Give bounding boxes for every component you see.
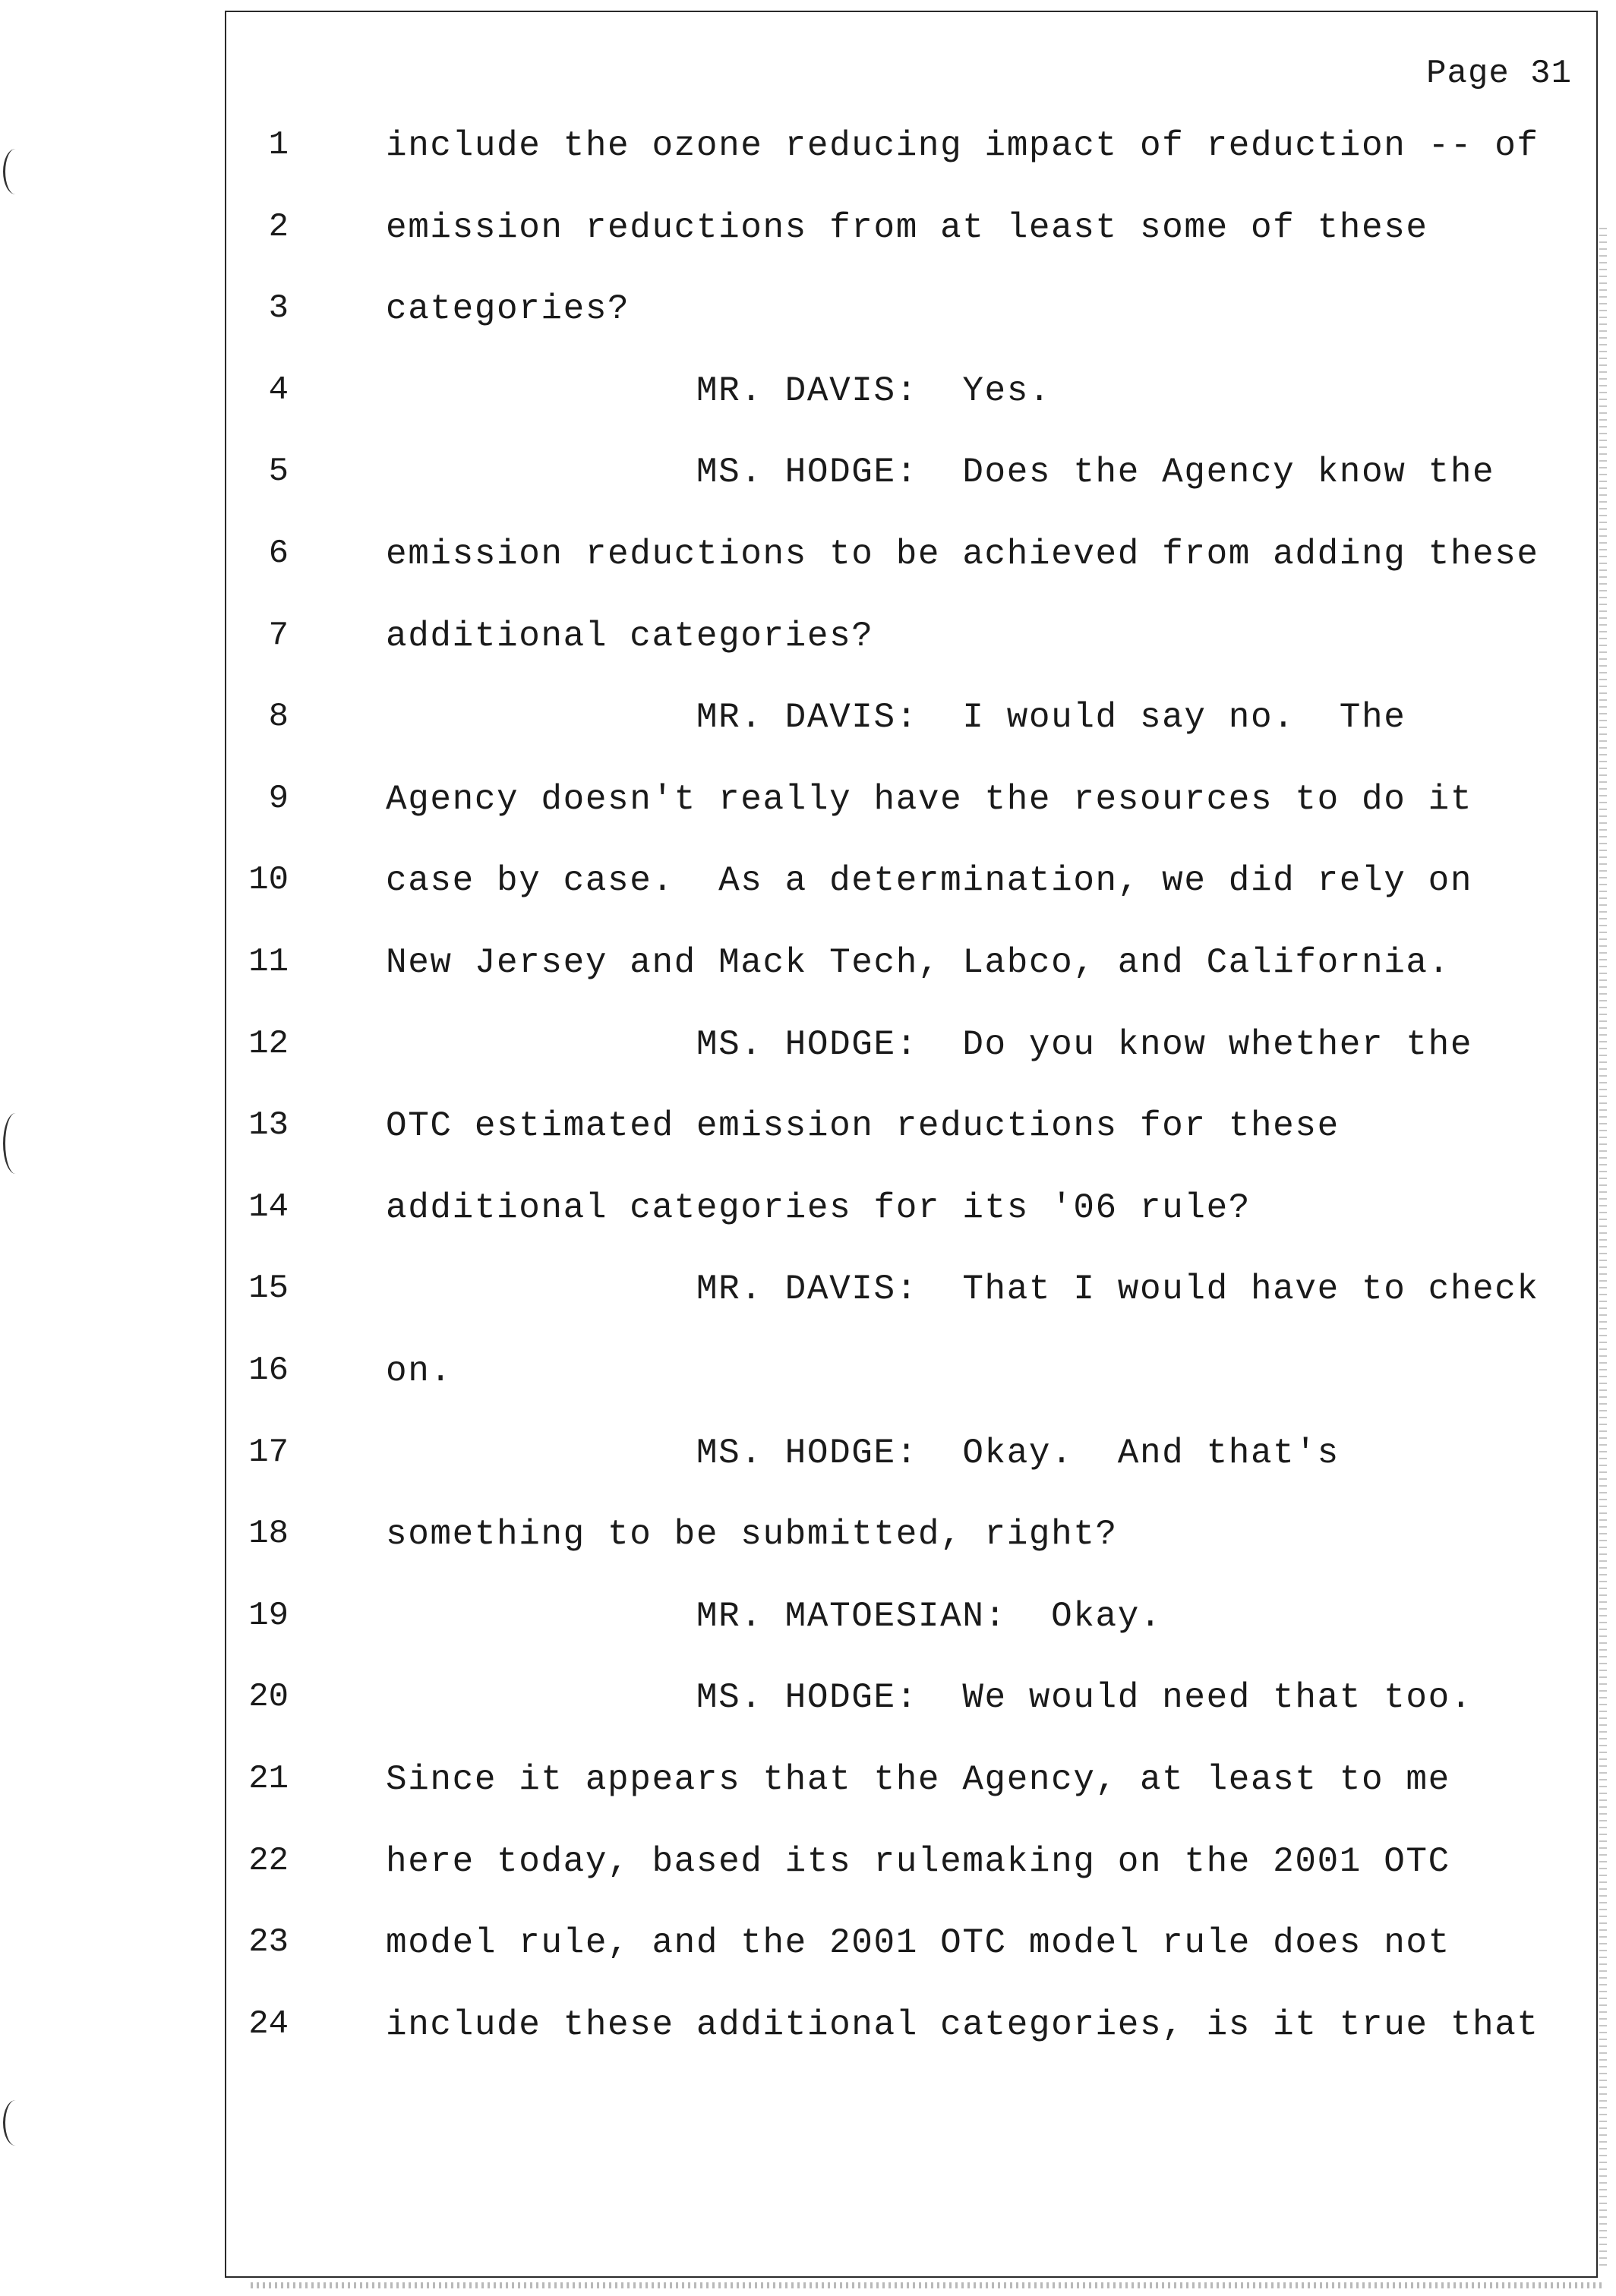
binder-hole-mark [3,2100,28,2146]
line-text: MR. DAVIS: I would say no. The [386,698,1406,738]
transcript-line [0,371,1616,453]
line-number: 6 [268,535,289,572]
line-number: 8 [268,698,289,736]
line-text: on. [386,1351,453,1391]
page-number: Page 31 [1426,55,1572,93]
line-text: here today, based its rulemaking on the 2001 OTC [386,1841,1450,1881]
line-number: 7 [268,616,289,654]
transcript-line [0,126,1616,207]
line-number: 21 [248,1760,289,1798]
transcript-line [0,453,1616,534]
line-number: 15 [248,1269,289,1308]
line-text: MR. DAVIS: That I would have to check [386,1269,1539,1310]
line-text: Agency doesn't really have the resources to do it [386,779,1473,819]
line-text: MS. HODGE: Do you know whether the [386,1024,1473,1064]
line-number: 5 [268,453,289,491]
line-text: MS. HODGE: Does the Agency know the [386,453,1495,493]
transcript-line [0,1842,1616,1923]
line-text: MR. DAVIS: Yes. [386,371,1052,411]
line-number: 19 [248,1596,289,1635]
transcript-line [0,617,1616,698]
line-text: New Jersey and Mack Tech, Labco, and California. [386,943,1450,982]
line-text: emission reductions from at least some of these [386,207,1428,248]
transcript-line [0,2005,1616,2086]
line-number: 12 [248,1024,289,1063]
line-text: OTC estimated emission reductions for these [386,1106,1340,1146]
line-number: 24 [248,2004,289,2043]
transcript-line [0,1678,1616,1759]
line-text: additional categories for its '06 rule? [386,1187,1251,1228]
line-number: 1 [268,126,289,164]
transcript-line [0,943,1616,1024]
line-text: model rule, and the 2001 OTC model rule does not [386,1923,1450,1963]
transcript-line [0,535,1616,616]
line-text: something to be submitted, right? [386,1515,1118,1555]
transcript-line [0,1106,1616,1187]
line-number: 4 [268,371,289,409]
line-number: 10 [248,861,289,900]
transcript-line [0,1760,1616,1841]
line-number: 20 [248,1678,289,1717]
transcript-line [0,1025,1616,1106]
line-number: 13 [248,1106,289,1145]
line-text: MS. HODGE: We would need that too. [386,1678,1473,1718]
transcript-line [0,1269,1616,1351]
line-number: 9 [268,779,289,818]
transcript-line [0,698,1616,779]
line-text: Since it appears that the Agency, at least to me [386,1760,1450,1799]
line-text: additional categories? [386,616,874,656]
line-number: 23 [248,1923,289,1962]
line-text: categories? [386,289,630,330]
transcript-line [0,1188,1616,1269]
transcript-line [0,1433,1616,1515]
transcript-line [0,861,1616,942]
line-number: 14 [248,1187,289,1226]
line-number: 17 [248,1433,289,1471]
line-number: 2 [268,207,289,246]
scan-artifact-bottom-edge [251,2282,1602,2288]
line-number: 3 [268,289,289,328]
line-number: 22 [248,1841,289,1880]
line-number: 11 [248,943,289,981]
transcript-line [0,208,1616,289]
line-number: 16 [248,1351,289,1389]
line-text: MR. MATOESIAN: Okay. [386,1596,1163,1636]
line-text: emission reductions to be achieved from adding these [386,535,1539,574]
transcript-line [0,1515,1616,1596]
line-text: case by case. As a determination, we did rely on [386,861,1473,901]
transcript-line [0,1923,1616,2004]
line-text: include the ozone reducing impact of reduction -- of [386,126,1539,166]
transcript-line [0,780,1616,861]
transcript-line [0,289,1616,371]
line-text: MS. HODGE: Okay. And that's [386,1433,1340,1473]
line-text: include these additional categories, is it true that [386,2004,1539,2045]
transcript-line [0,1351,1616,1433]
line-number: 18 [248,1515,289,1553]
transcript-line [0,1597,1616,1678]
